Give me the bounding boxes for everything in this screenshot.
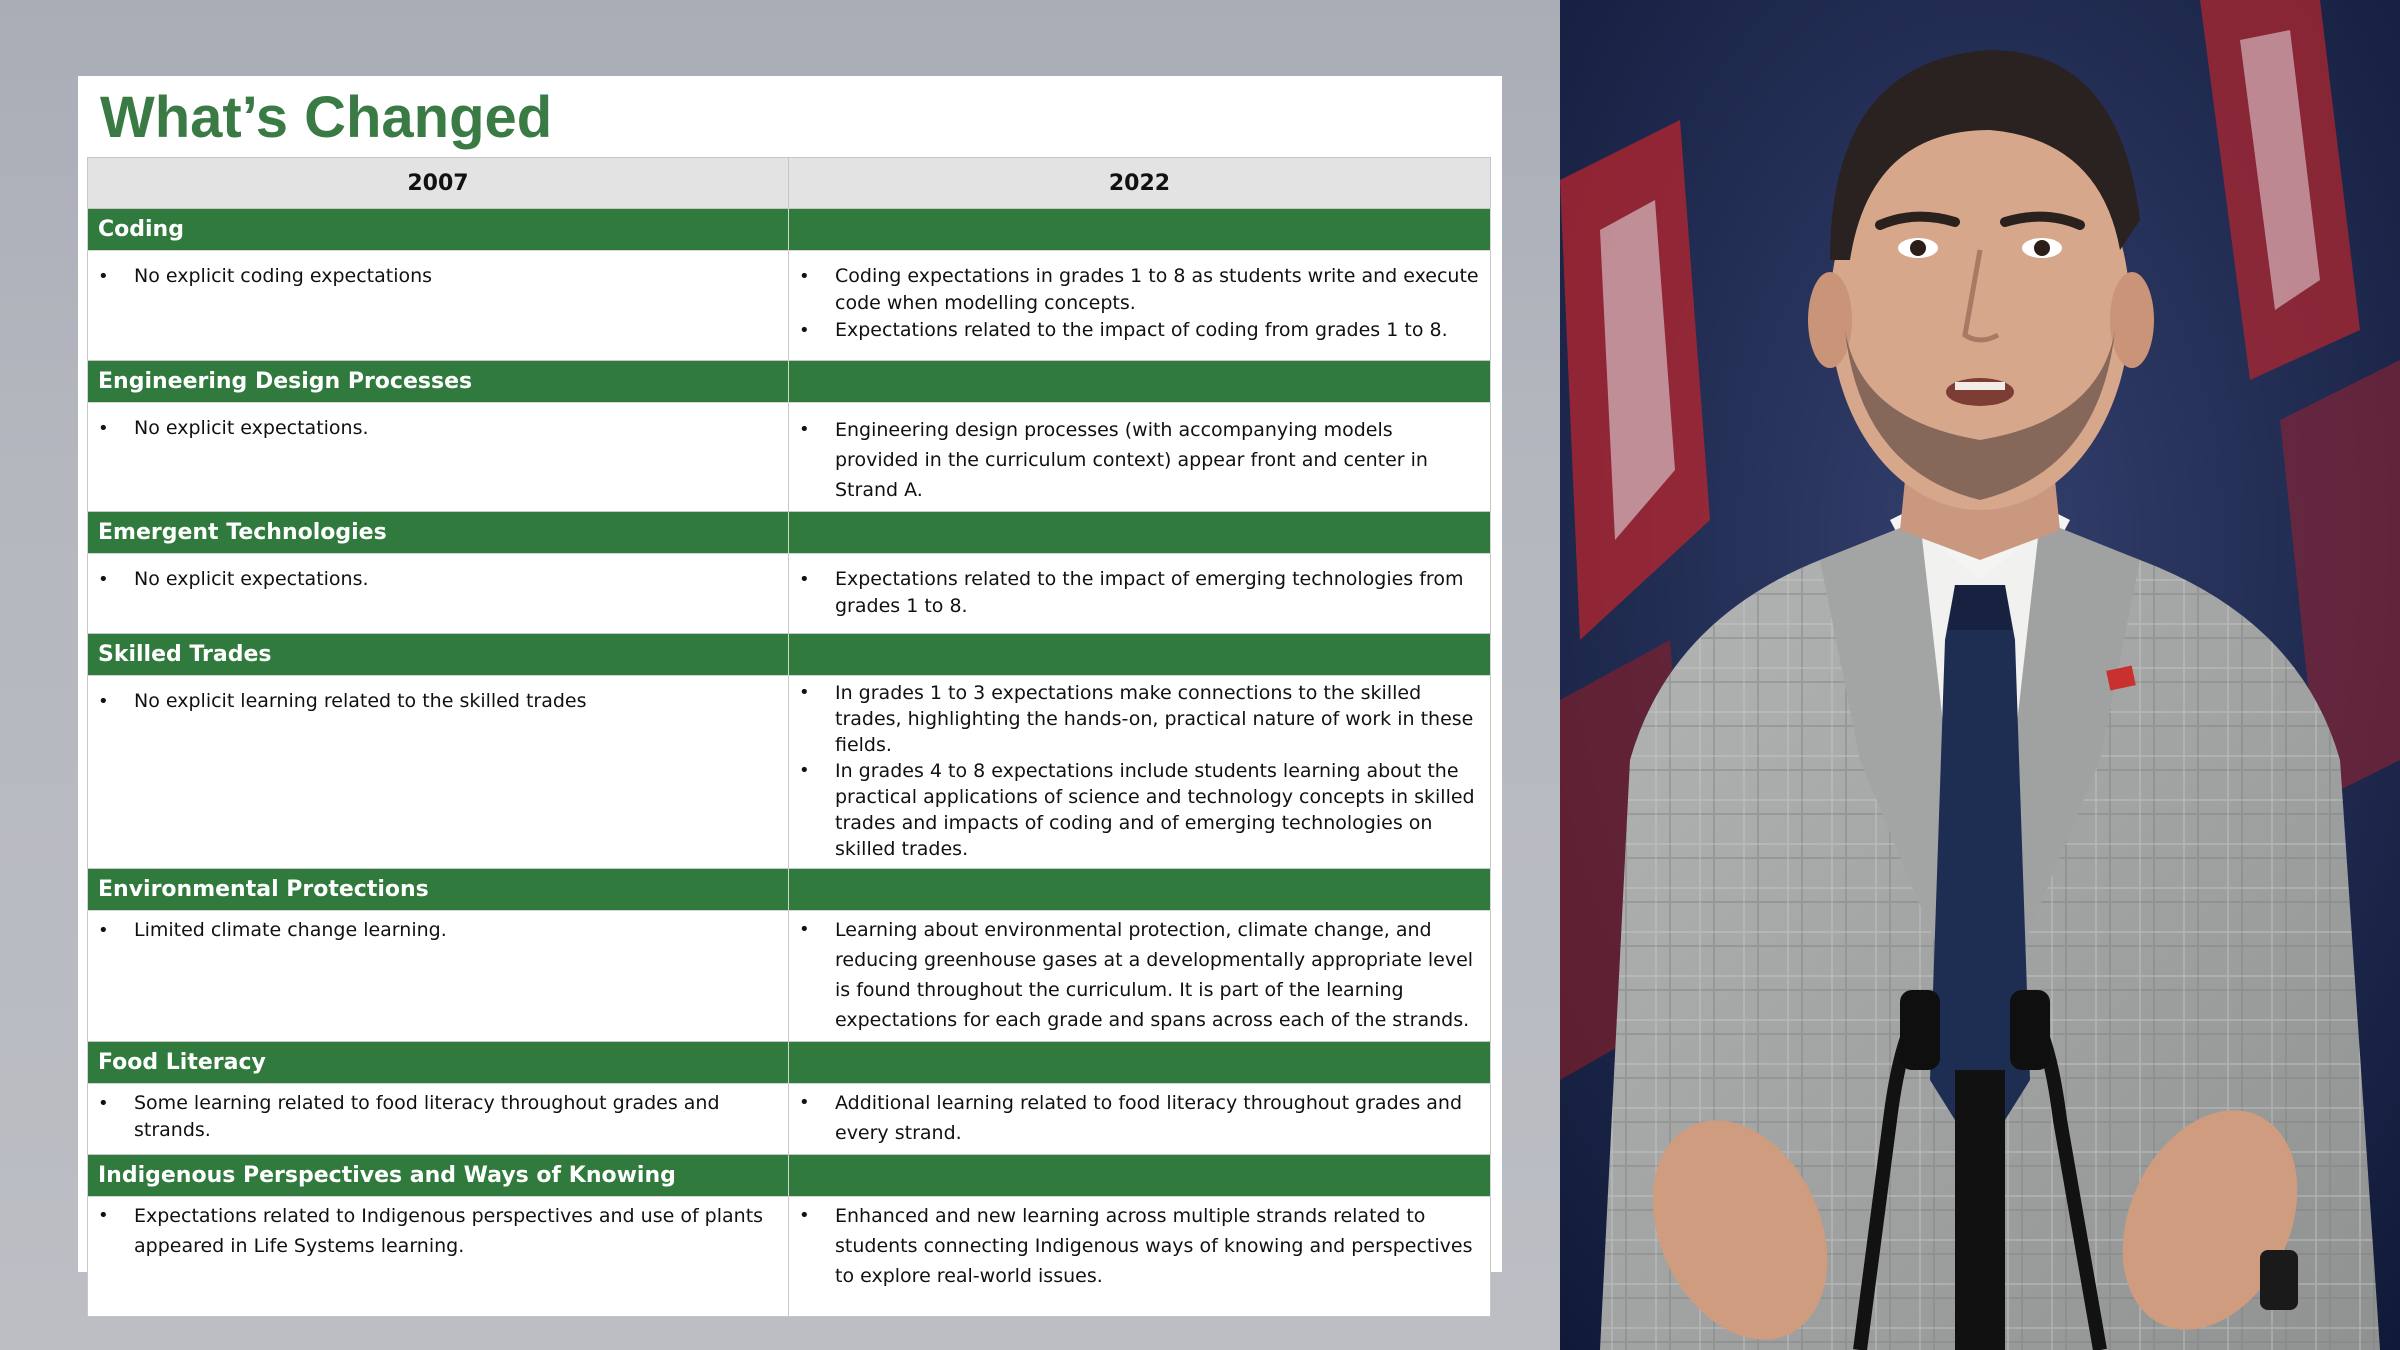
table-header-row (88, 158, 1491, 209)
cell-2007 (88, 676, 789, 869)
list-item: • Some learning related to food literacy throughout grades and strands. (88, 1090, 778, 1144)
section-title: Food Literacy (88, 1042, 789, 1084)
section-row-indigenous (88, 1155, 1491, 1197)
list-item: • Expectations related to the impact of emerging technologies from grades 1 to 8. (789, 566, 1480, 620)
table-row (88, 911, 1491, 1042)
list-item: • No explicit learning related to the skilled trades (88, 688, 778, 715)
comparison-table (87, 157, 1491, 1317)
section-title: Indigenous Perspectives and Ways of Knowing (88, 1155, 789, 1197)
cell-2022 (789, 1197, 1491, 1317)
cell-2007 (88, 251, 789, 361)
list-item: • In grades 4 to 8 expectations include students learning about the practical applications of science and technology concepts in skilled trades and impacts of coding and of emerging technologies on skilled trades. (789, 758, 1480, 862)
cell-2022 (789, 1084, 1491, 1155)
list-item: • No explicit expectations. (88, 566, 778, 593)
section-row-skilled-trades (88, 634, 1491, 676)
cell-2007 (88, 403, 789, 512)
section-row-emergent-tech (88, 512, 1491, 554)
section-row-food-literacy (88, 1042, 1491, 1084)
slide-title: What’s Changed (100, 85, 553, 150)
comparison-slide (78, 76, 1502, 1287)
list-item: • Coding expectations in grades 1 to 8 as students write and execute code when modelling concepts. (789, 263, 1480, 317)
column-header-2007: 2007 (88, 158, 789, 209)
list-item: • Expectations related to Indigenous perspectives and use of plants appeared in Life Systems learning. (88, 1201, 778, 1261)
list-item: • Enhanced and new learning across multiple strands related to students connecting Indigenous ways of knowing and perspectives to explore real-world issues. (789, 1201, 1480, 1291)
list-item: • In grades 1 to 3 expectations make connections to the skilled trades, highlighting the hands-on, practical nature of work in these fields. (789, 680, 1480, 758)
list-item: • Engineering design processes (with accompanying models provided in the curriculum context) appear front and center in Strand A. (789, 415, 1480, 505)
list-item: • Expectations related to the impact of coding from grades 1 to 8. (789, 317, 1480, 344)
section-row-engineering (88, 361, 1491, 403)
section-title: Emergent Technologies (88, 512, 789, 554)
cell-2022 (789, 554, 1491, 634)
cell-2022 (789, 676, 1491, 869)
table-row (88, 403, 1491, 512)
section-title: Coding (88, 209, 789, 251)
watch (2260, 1250, 2298, 1310)
table-row (88, 676, 1491, 869)
list-item: • Learning about environmental protection, climate change, and reducing greenhouse gases at a developmentally appropriate level is found throughout the curriculum. It is part of the learning expectations for each grade and spans across each of the strands. (789, 915, 1480, 1035)
section-row-environment (88, 869, 1491, 911)
list-item: • No explicit expectations. (88, 415, 778, 442)
list-item: • No explicit coding expectations (88, 263, 778, 290)
cell-2007 (88, 911, 789, 1042)
speaker-photo-graphic (1560, 0, 2400, 1350)
section-title: Environmental Protections (88, 869, 789, 911)
speaker-photo (1560, 0, 2400, 1350)
cell-2007 (88, 1197, 789, 1317)
cell-2022 (789, 911, 1491, 1042)
column-header-2022: 2022 (789, 158, 1491, 209)
table-row (88, 554, 1491, 634)
cell-2022 (789, 251, 1491, 361)
list-item: • Additional learning related to food literacy throughout grades and every strand. (789, 1088, 1480, 1148)
cell-2022 (789, 403, 1491, 512)
table-row (88, 1197, 1491, 1317)
section-title: Engineering Design Processes (88, 361, 789, 403)
table-row (88, 251, 1491, 361)
cell-2007 (88, 1084, 789, 1155)
table-row (88, 1084, 1491, 1155)
section-title: Skilled Trades (88, 634, 789, 676)
list-item: • Limited climate change learning. (88, 917, 778, 944)
section-row-coding (88, 209, 1491, 251)
cell-2007 (88, 554, 789, 634)
